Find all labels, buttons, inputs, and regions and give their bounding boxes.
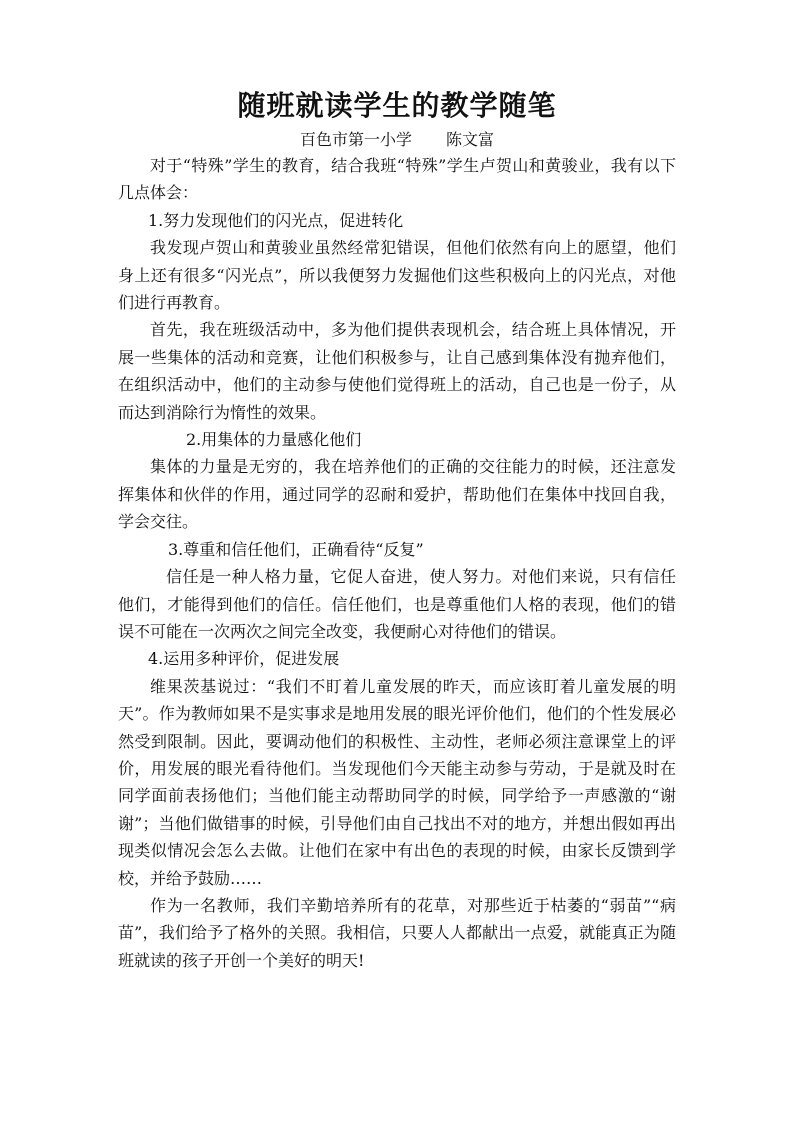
school-name: 百色市第一小学	[299, 130, 412, 149]
section-heading-4: 4.运用多种评价，促进发展	[148, 649, 340, 669]
document-title: 随班就读学生的教学随笔	[237, 89, 557, 122]
author-name: 陈文富	[446, 130, 495, 149]
section-heading-2: 2.用集体的力量感化他们	[186, 430, 362, 450]
section-heading-1: 1.努力发现他们的闪光点，促进转化	[148, 210, 404, 230]
closing-paragraph: 作为一名教师，我们辛勤培养所有的花草，对那些近于枯萎的“弱苗”“病苗”，我们给予了格外的关照。我相信，只要人人都献出一点爱，就能真正为随班就读的孩子开创一个美好的明天!	[118, 895, 676, 970]
paragraph: 维果茨基说过：“我们不盯着儿童发展的昨天，而应该盯着儿童发展的明天”。作为教师如果不是实事求是地用发展的眼光评价他们，他们的个性发展必然受到限制。因此，要调动他们的积极性、主动性，老师必须注意课堂上的评价，用发展的眼光看待他们。当发现他们今天能主动参与劳动，于是就及时在同学面前表扬他们；当他们能主动帮助同学的时候，同学给予一声感激的“谢谢”；当他们做错事的时候，引导他们由自己找出不对的地方，并想出假如再出现类似情况会怎么去做。让他们在家中有出色的表现的时候，由家长反馈到学校，并给予鼓励……	[118, 676, 676, 888]
byline	[0, 128, 794, 152]
document-body	[118, 152, 676, 974]
paragraph: 信任是一种人格力量，它促人奋进，使人努力。对他们来说，只有信任他们，才能得到他们的信任。信任他们，也是尊重他们人格的表现，他们的错误不可能在一次两次之间完全改变，我便耐心对待他们的错误。	[118, 567, 676, 641]
paragraph: 集体的力量是无穷的，我在培养他们的正确的交往能力的时候，还注意发挥集体和伙伴的作用，通过同学的忍耐和爱护，帮助他们在集体中找回自我，学会交往。	[118, 457, 676, 532]
section-heading-3: 3.尊重和信任他们，正确看待“反复”	[168, 539, 424, 559]
paragraph: 我发现卢贺山和黄骏业虽然经常犯错误，但他们依然有向上的愿望，他们身上还有很多“闪光点”，所以我便努力发掘他们这些积极向上的闪光点，对他们进行再教育。	[118, 238, 676, 313]
paragraph: 首先，我在班级活动中，多为他们提供表现机会，结合班上具体情况，开展一些集体的活动和竞赛，让他们积极参与，让自己感到集体没有抛弃他们，在组织活动中，他们的主动参与使他们觉得班上的活动，自己也是一份子，从而达到消除行为惰性的效果。	[118, 320, 676, 422]
intro-paragraph: 对于“特殊”学生的教育，结合我班“特殊”学生卢贺山和黄骏业，我有以下几点体会：	[118, 156, 676, 203]
